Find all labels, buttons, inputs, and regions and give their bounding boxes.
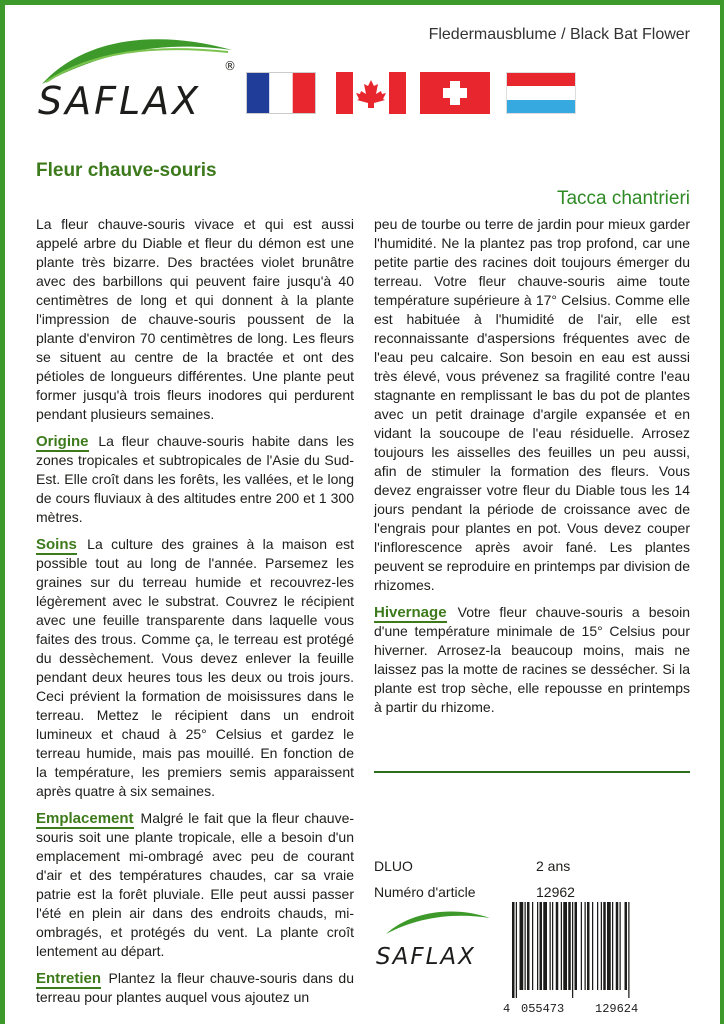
plant-title-fr: Fleur chauve-souris xyxy=(36,160,217,181)
section-heading-origine: Origine xyxy=(36,433,89,450)
dluo-label: DLUO xyxy=(374,858,413,874)
barcode-digits-right: 129624 xyxy=(595,1002,639,1016)
barcode-icon xyxy=(498,902,690,998)
section-emplacement xyxy=(36,809,354,961)
section-text-emplacement: Malgré le fait que la fleur chauve-souris soit une plante tropicale, elle a besoin d'un emplacement mi-ombragé avec peu de courant d'air et des températures chaudes, car sa vraie patrie est la forêt pluviale. Elle peut aussi passer l'été en plein air dans des endroits chauds, mi-ombragés, et protégés du vent. La plante croît lentement au départ. xyxy=(36,810,355,959)
text-column-left xyxy=(36,215,354,1015)
intro-paragraph: La fleur chauve-souris vivace et qui est aussi appelé arbre du Diable et fleur du démon est une plante très bizarre. Des bractées violet brunâtre avec des barbillons qui peuvent faire jusqu'à 40 centimètres de long et qui donnent à la plante l'impression de chauve-souris poussent de la plante d'environ 70 centimètres de long. Les fleurs se situent au centre de la bractée et ont des pétioles de longueurs différentes. Une plante peut former jusqu'à trois fleurs inodores qui perdurent pendant plusieurs semaines. xyxy=(36,216,354,422)
flag-france-icon xyxy=(246,72,316,114)
section-text-soins: La culture des graines à la maison est possible tout au long de l'année. Parsemez les graines sur du terreau humide et recouvrez-les légèrement avec le substrat. Couvrez le récipient avec une feuille transparente dans laquelle vous faites des trous. Comme ça, le terreau est protégé du dessèchement. Vous devez enlever la feuille pendant deux heures tous les deux ou trois jours. Ceci prévient la formation de moisissures dans le terreau. Mettez le récipient dans un endroit lumineux et chaud à 25° Celsius et gardez le terreau humide, mais pas mouillé. En fonction de la température, les premiers semis apparaissent après quatre à six semaines. xyxy=(36,536,354,799)
section-text-origine: La fleur chauve-souris habite dans les zones tropicales et subtropicales de l'Asie du Sud-Est. Elle croît dans les forêts, les vallées, et le long de cours fluviaux à des altitudes entre 200 et 1 300 mètres. xyxy=(36,433,354,525)
section-heading-hivernage: Hivernage xyxy=(374,604,447,621)
saflax-logo-small xyxy=(372,904,498,976)
barcode-digit-lead: 4 xyxy=(503,1002,511,1016)
divider-rule xyxy=(374,771,690,773)
saflax-logo xyxy=(32,22,252,132)
section-hivernage xyxy=(374,603,690,717)
section-text-hivernage: Votre fleur chauve-souris a besoin d'une température minimale de 15° Celsius pour hiverner. Arrosez-la beaucoup moins, mais ne laissez pas la motte de racines se dessécher. Si la plante est trop sèche, elle repousse en printemps à partir du rhizome. xyxy=(374,604,690,715)
logo-wordmark: SAFLAX xyxy=(38,79,202,123)
flag-luxembourg-icon xyxy=(506,72,576,114)
logo-wordmark-small: SAFLAX xyxy=(376,944,476,970)
section-heading-soins: Soins xyxy=(36,536,77,553)
flag-canada-icon xyxy=(336,72,406,114)
section-heading-entretien: Entretien xyxy=(36,970,102,987)
section-origine xyxy=(36,432,354,527)
border-strip-top xyxy=(0,0,724,5)
dluo-value: 2 ans xyxy=(536,858,571,874)
section-entretien-continued: peu de tourbe ou terre de jardin pour mieux garder l'humidité. Ne la plantez pas trop profond, car une petite partie des racines doit toujours émerger du terreau. Votre fleur chauve-souris aime toute température supérieure à 17° Celsius. Comme elle est habituée à l'humidité de l'air, elle est reconnaissante d'aspersions fréquentes avec de l'eau peu calcaire. Son besoin en eau est aussi très élevé, vous prévenez sa fragilité contre l'eau stagnante en remplissant le bas du pot de plantes avec un petit drainage d'argile expansée et en vidant la soucoupe de l'eau résiduelle. Arrosez toujours les aisselles des feuilles un peu aussi, afin de stimuler la formation des fleurs. Vous devez engraisser votre fleur du Diable tous les 14 jours pendant la période de croissance avec de l'engrais pour plantes en pot. Vous devez couper l'inflorescence après avoir fané. Les plantes peuvent se reproduire en printemps par division de rhizomes. xyxy=(374,216,690,593)
article-number-label: Numéro d'article xyxy=(374,884,476,900)
text-column-right xyxy=(374,215,690,725)
section-entretien xyxy=(36,969,354,1007)
registered-mark: ® xyxy=(224,59,236,73)
article-number-value: 12962 xyxy=(536,884,575,900)
section-soins xyxy=(36,535,354,801)
flag-switzerland-icon xyxy=(420,72,490,114)
plant-title-latin: Tacca chantrieri xyxy=(556,188,690,209)
section-text-entretien: Plantez la fleur chauve-souris dans du terreau pour plantes auquel vous ajoutez un xyxy=(36,970,355,1005)
border-strip-right xyxy=(720,0,724,1024)
section-heading-emplacement: Emplacement xyxy=(36,810,134,827)
border-strip-left xyxy=(0,0,5,1024)
barcode-digits-left: 055473 xyxy=(521,1002,565,1016)
header-title: Fledermausblume / Black Bat Flower xyxy=(428,26,690,43)
